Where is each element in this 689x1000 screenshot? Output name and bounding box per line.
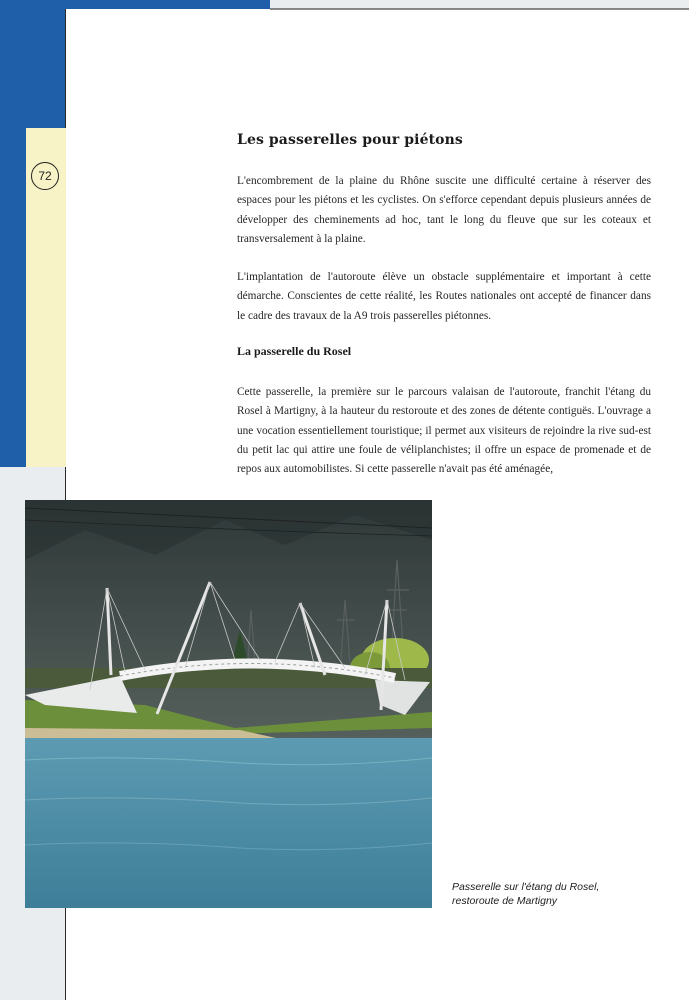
page-number: 72: [31, 162, 59, 190]
caption-line-2: restoroute de Martigny: [452, 895, 558, 907]
page-top-edge: [270, 8, 689, 10]
paragraph-2: L'implantation de l'autoroute élève un obstacle supplémentaire et important à cette démarche. Conscientes de cette réalité, les Routes nationales ont accepté de financer dans le cadre des travaux de la A9 trois passerelles piétonnes.: [237, 271, 651, 322]
section-title: Les passerelles pour piétons: [237, 132, 463, 148]
bridge-photo-illustration: [25, 500, 432, 908]
subsection-title: La passerelle du Rosel: [237, 344, 352, 358]
paragraph-3: Cette passerelle, la première sur le parcours valaisan de l'autoroute, franchit l'étang du Rosel à Martigny, à la hauteur du restoroute et des zones de détente contiguës. L'ouvrage a une vocation essentiellement touristique; il permet aux visiteurs de rejoindre la rive sud-est du petit lac qui attire une foule de véliplanchistes; il offre un espace de promenade et de repos aux automobilistes. Si cette passerelle n'avait pas été aménagée,: [237, 386, 651, 476]
paragraph-1: L'encombrement de la plaine du Rhône suscite une difficulté certaine à réserver des espaces pour les piétons et les cyclistes. On s'efforce cependant depuis plusieurs années de développer des cheminements ad hoc, tant le long du fleuve que sur les coteaux et transversalement à la plaine.: [237, 175, 651, 245]
photo-caption: [452, 880, 672, 908]
bridge-photo: [25, 500, 432, 908]
caption-line-1: Passerelle sur l'étang du Rosel,: [452, 881, 600, 893]
